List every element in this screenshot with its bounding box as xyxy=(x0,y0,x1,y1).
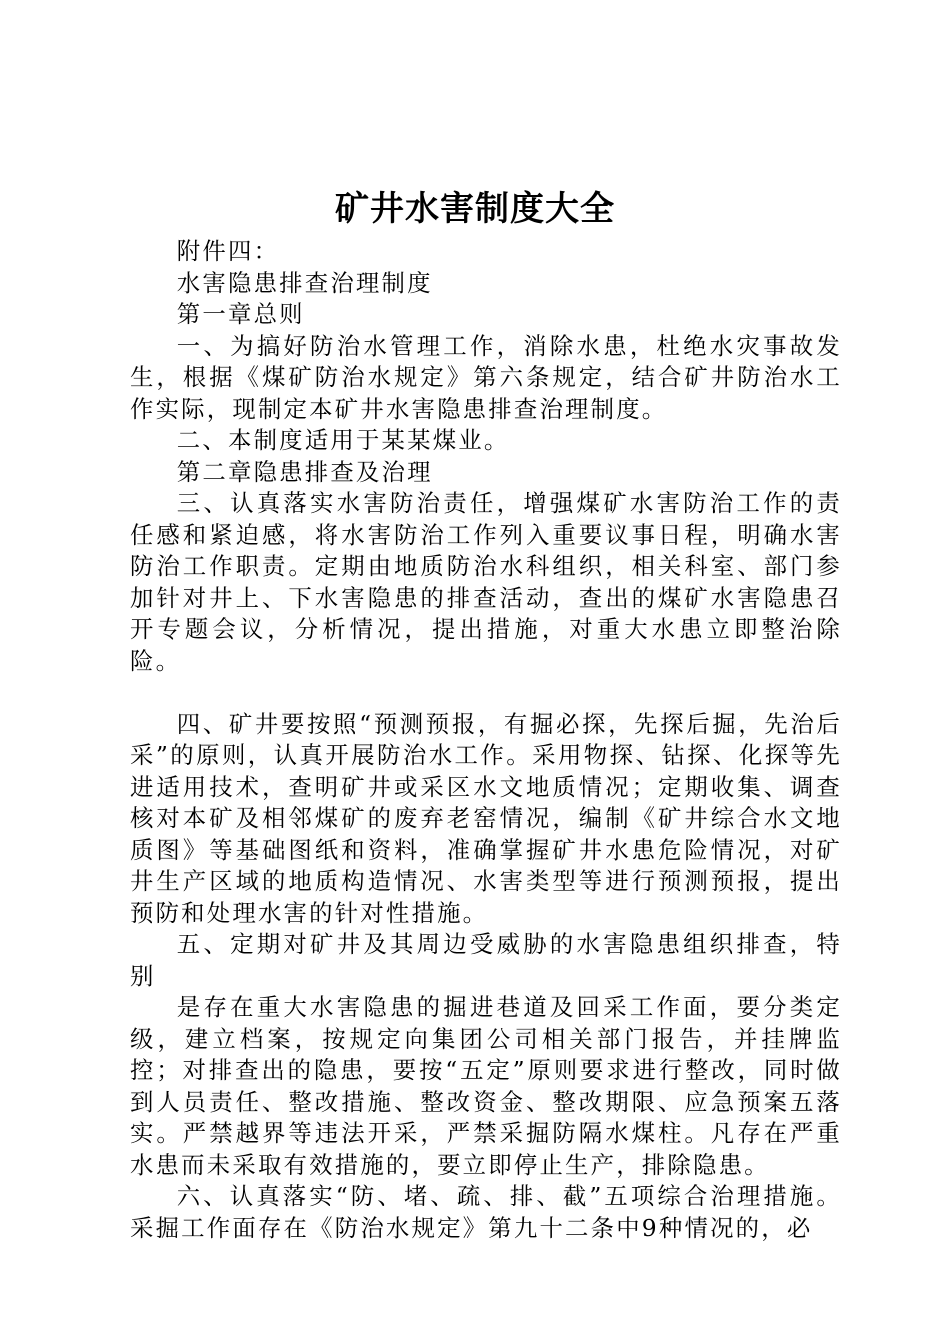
paragraph-chapter-2: 第二章隐患排查及治理 xyxy=(176,457,433,486)
document-title: 矿井水害制度大全 xyxy=(335,189,615,229)
document-body xyxy=(130,236,842,1244)
paragraph-attachment: 附件四： xyxy=(176,237,280,265)
paragraph-chapter-1: 第一章总则 xyxy=(176,300,305,328)
paragraph-article-4: 四、矿井要按照“预测预报，有掘必探，先探后掘，先治后采”的原则，认真开展防治水工作。采用物探、钻探、化探等先进适用技术，查明矿井或采区水文地质情况；定期收集、调查核对本矿及相邻煤矿的废弃老窑情况，编制《矿井综合水文地质图》等基础图纸和资料，准确掌握矿井水患危险情况，对矿井生产区域的地质构造情况、水害类型等进行预测预报，提出预防和处理水害的针对性措施。 xyxy=(130,709,842,927)
paragraph-article-3: 三、认真落实水害防治责任，增强煤矿水害防治工作的责任感和紧迫感，将水害防治工作列入重要议事日程，明确水害防治工作职责。定期由地质防治水科组织，相关科室、部门参加针对井上、下水害隐患的排查活动，查出的煤矿水害隐患召开专题会议，分析情况，提出措施，对重大水患立即整治除险。 xyxy=(130,489,842,675)
paragraph-article-2: 二、本制度适用于某某煤业。 xyxy=(176,426,510,454)
paragraph-article-1: 一、为搞好防治水管理工作，消除水患，杜绝水灾事故发生，根据《煤矿防治水规定》第六条规定，结合矿井防治水工作实际，现制定本矿井水害隐患排查治理制度。 xyxy=(130,331,842,423)
paragraph-article-5-continued: 是存在重大水害隐患的掘进巷道及回采工作面，要分类定级，建立档案，按规定向集团公司相关部门报告，并挂牌监控；对排查出的隐患，要按“五定”原则要求进行整改，同时做到人员责任、整改措施、整改资金、整改期限、应急预案五落实。严禁越界等违法开采，严禁采掘防隔水煤柱。凡存在严重水患而未采取有效措施的，要立即停止生产，排除隐患。 xyxy=(130,993,842,1179)
paragraph-system-name: 水害隐患排查治理制度 xyxy=(176,268,433,297)
paragraph-gap xyxy=(130,677,842,709)
paragraph-article-6: 六、认真落实“防、堵、疏、排、截”五项综合治理措施。采掘工作面存在《防治水规定》第九十二条中9种情况的，必 xyxy=(130,1182,842,1242)
paragraph-article-5: 五、定期对矿井及其周边受威胁的水害隐患组织排查，特别 xyxy=(130,930,842,990)
